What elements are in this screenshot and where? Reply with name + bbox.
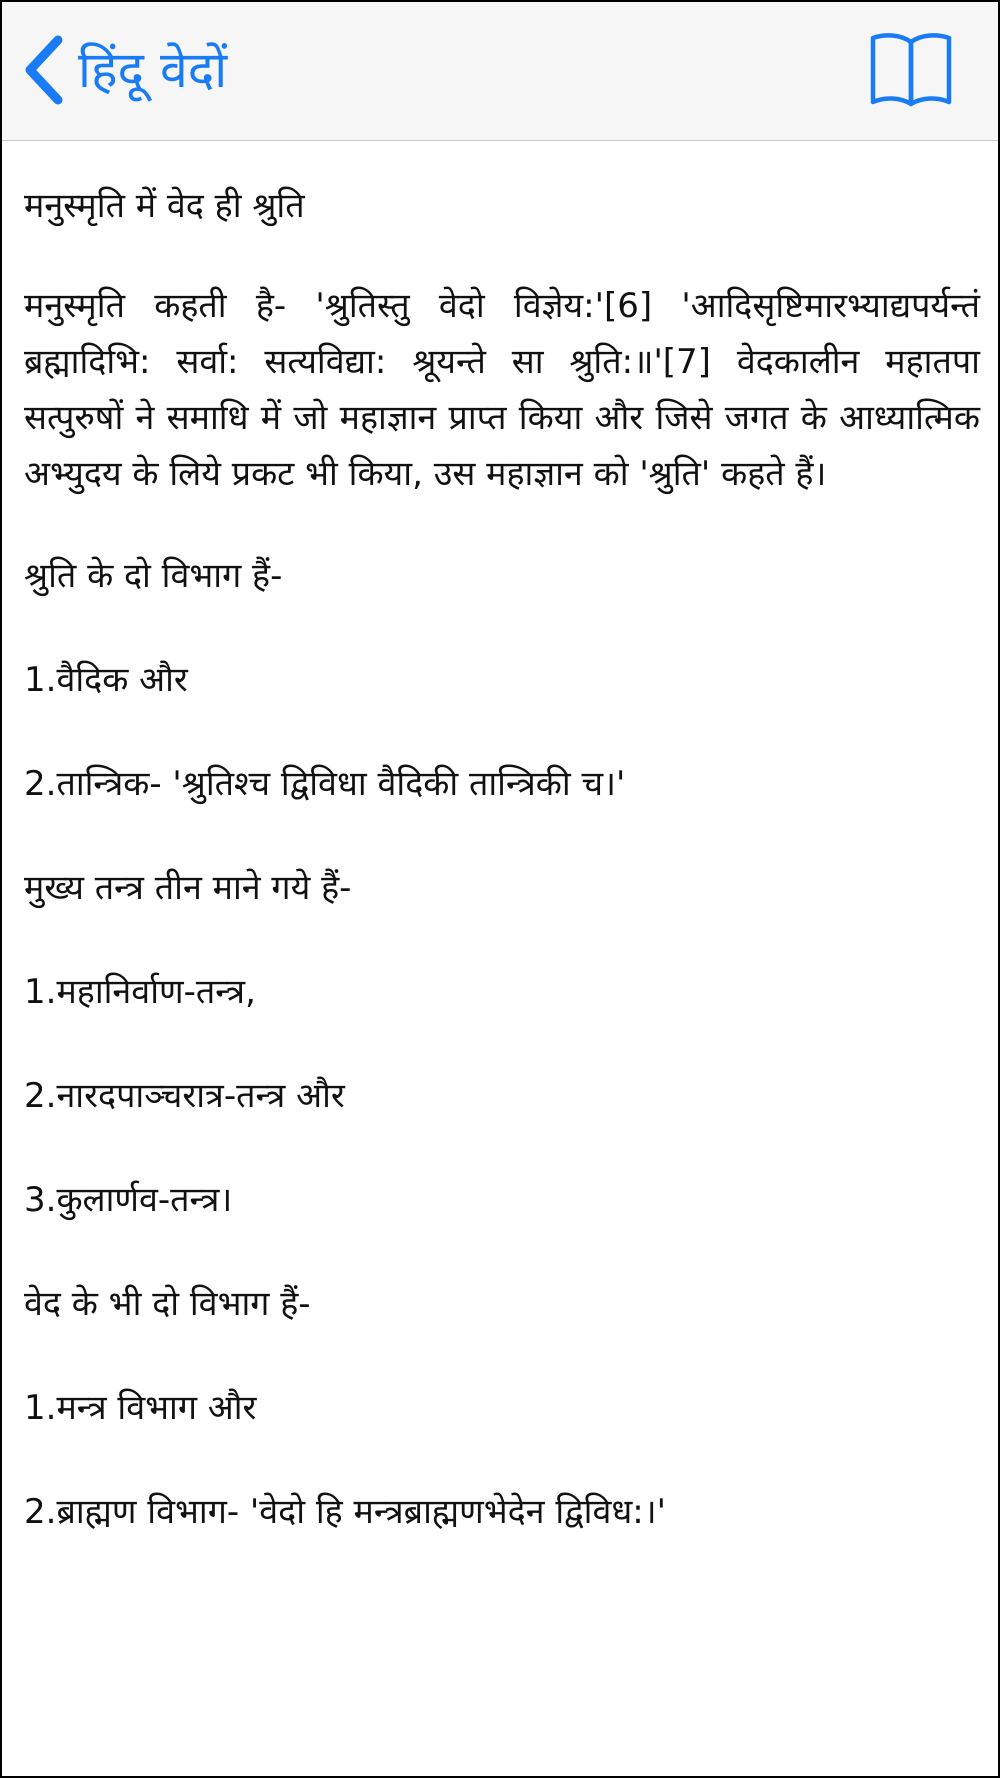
article-paragraph: मुख्य तन्त्र तीन माने गये हैं-: [24, 868, 352, 908]
back-button[interactable]: [20, 30, 227, 110]
article-paragraph: श्रुति के दो विभाग हैं-: [24, 556, 283, 596]
list-item: 3.कुलार्णव-तन्त्र।: [24, 1180, 233, 1220]
back-button-label: हिंदू वेदों: [78, 41, 228, 99]
bookmarks-button[interactable]: [870, 30, 952, 108]
chevron-left-icon: [20, 34, 68, 106]
list-item: 2.नारदपाञ्चरात्र-तन्त्र और: [24, 1076, 345, 1116]
article-content: [24, 178, 980, 1588]
list-item: 1.वैदिक और: [24, 660, 188, 700]
list-item: 2.तान्त्रिक- 'श्रुतिश्च द्विविधा वैदिकी तान्त्रिकी च।': [24, 764, 626, 804]
list-item: 1.मन्त्र विभाग और: [24, 1388, 257, 1428]
book-open-icon: [870, 30, 952, 108]
article-paragraph: वेद के भी दो विभाग हैं-: [24, 1284, 311, 1324]
list-item: 2.ब्राह्मण विभाग- 'वेदो हि मन्त्रब्राह्मणभेदेन द्विविध:।': [24, 1492, 666, 1532]
list-item: 1.महानिर्वाण-तन्त्र,: [24, 972, 256, 1012]
navigation-bar: [2, 2, 998, 141]
article-heading: मनुस्मृति में वेद ही श्रुति: [24, 186, 305, 226]
article-paragraph: मनुस्मृति कहती है- 'श्रुतिस्तु वेदो विज्ञेय:'[6] 'आदिसृष्टिमारभ्याद्यपर्यन्तं ब्रह्मादिभि: सर्वा: सत्यविद्या: श्रूयन्ते सा श्रुति:॥'[7] वेदकालीन महातपा सत्पुरुषों ने समाधि में जो महाज्ञान प्राप्त किया और जिसे जगत के आध्यात्मिक अभ्युदय के लिये प्रकट भी किया, उस महाज्ञान को 'श्रुति' कहते हैं।: [24, 286, 980, 494]
